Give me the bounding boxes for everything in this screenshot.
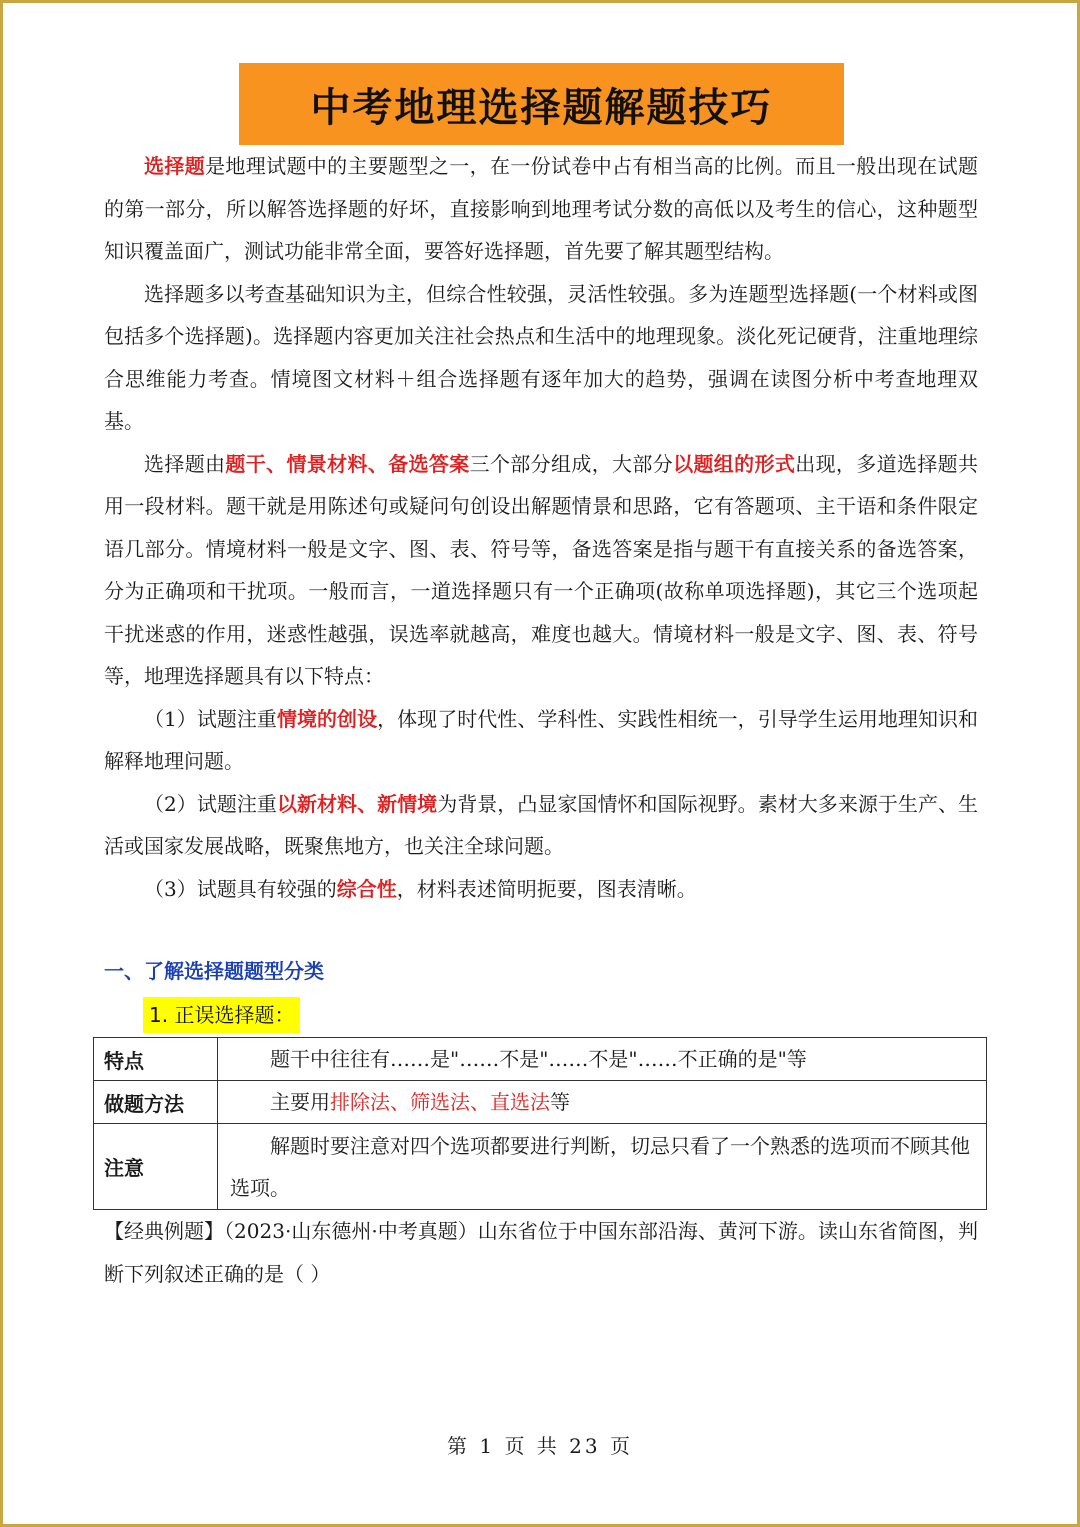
intro-paragraph-2: 选择题多以考查基础知识为主，但综合性较强，灵活性较强。多为连题型选择题(一个材料或图包括多个选择题)。选择题内容更加关注社会热点和生活中的地理现象。淡化死记硬背，注重地理综合思维能力考查。情境图文材料＋组合选择题有逐年加大的趋势，强调在读图分析中考查地理双基。 xyxy=(104,281,978,433)
paragraph-text: （3）试题具有较强的 xyxy=(144,876,337,901)
highlight-term: 排除法、筛选法、直选法 xyxy=(330,1090,550,1114)
intro-section xyxy=(104,145,978,910)
highlight-term: 选择题 xyxy=(144,154,206,178)
table-value: 解题时要注意对四个选项都要进行判断，切忌只看了一个熟悉的选项而不顾其他选项。 xyxy=(218,1124,987,1210)
table-row xyxy=(94,1124,987,1210)
highlight-term: 情境的创设 xyxy=(276,706,378,731)
subsection-heading: 1. 正误选择题： xyxy=(143,997,300,1033)
paragraph-text: 三个部分组成，大部分 xyxy=(469,451,674,476)
highlight-term: 题干、情景材料、备选答案 xyxy=(225,451,470,476)
table-key: 注意 xyxy=(94,1124,218,1210)
question-type-table xyxy=(93,1037,987,1210)
paragraph-text: （2）试题注重 xyxy=(144,791,277,816)
highlight-term: 以题组的形式 xyxy=(673,451,796,476)
feature-item-3 xyxy=(104,868,978,911)
table-row xyxy=(94,1038,987,1081)
table-row xyxy=(94,1081,987,1124)
paragraph-text: 选择题由 xyxy=(144,451,226,476)
page-title: 中考地理选择题解题技巧 xyxy=(310,84,773,131)
paragraph-text: 是地理试题中的主要题型之一，在一份试卷中占有相当高的比例。而且一般出现在试题的第一部分，所以解答选择题的好坏，直接影响到地理考试分数的高低以及考生的信心，这种题型知识覆盖面广，测试功能非常全面，要答好选择题，首先要了解其题型结构。 xyxy=(104,154,979,263)
feature-item-2 xyxy=(104,783,978,868)
table-value: 题干中往往有……是"……不是"……不是"……不正确的是"等 xyxy=(218,1038,987,1081)
example-question: 【经典例题】（2023·山东德州·中考真题）山东省位于中国东部沿海、黄河下游。读山东省简图，判断下列叙述正确的是（ ） xyxy=(104,1219,978,1286)
highlight-term: 综合性 xyxy=(336,876,397,901)
paragraph-text: 出现，多道选择题共用一段材料。题干就是用陈述句或疑问句创设出解题情景和思路，它有答题项、主干语和条件限定语几部分。情境材料一般是文字、图、表、符号等，备选答案是指与题干有直接关系的备选答案，分为正确项和干扰项。一般而言，一道选择题只有一个正确项(故称单项选择题)，其它三个选项起干扰迷惑的作用，迷惑性越强，误选率就越高，难度也越大。情境材料一般是文字、图、表、符号等，地理选择题具有以下特点： xyxy=(104,451,979,688)
paragraph-text: 为背景，凸显家国情怀和国际视野。素材大多来源于生产、生活或国家发展战略，既聚焦地方，也关注全球问题。 xyxy=(104,791,979,858)
table-key: 做题方法 xyxy=(94,1081,218,1124)
title-banner xyxy=(239,63,844,145)
table-key: 特点 xyxy=(94,1038,218,1081)
page-number: 第 1 页 共 23 页 xyxy=(447,1434,633,1458)
section-heading: 一、了解选择题题型分类 xyxy=(104,959,324,983)
paragraph-text: （1）试题注重 xyxy=(144,706,277,731)
table-value xyxy=(218,1081,987,1124)
intro-paragraph-3 xyxy=(104,443,978,698)
feature-item-1 xyxy=(104,698,978,783)
intro-paragraph-1 xyxy=(104,145,978,273)
paragraph-text: ，体现了时代性、学科性、实践性相统一，引导学生运用地理知识和解释地理问题。 xyxy=(104,706,979,773)
paragraph-text: 等 xyxy=(550,1090,570,1114)
highlight-term: 以新材料、新情境 xyxy=(276,791,438,816)
paragraph-text: 主要用 xyxy=(270,1090,330,1114)
paragraph-text: ，材料表述简明扼要，图表清晰。 xyxy=(396,876,697,901)
